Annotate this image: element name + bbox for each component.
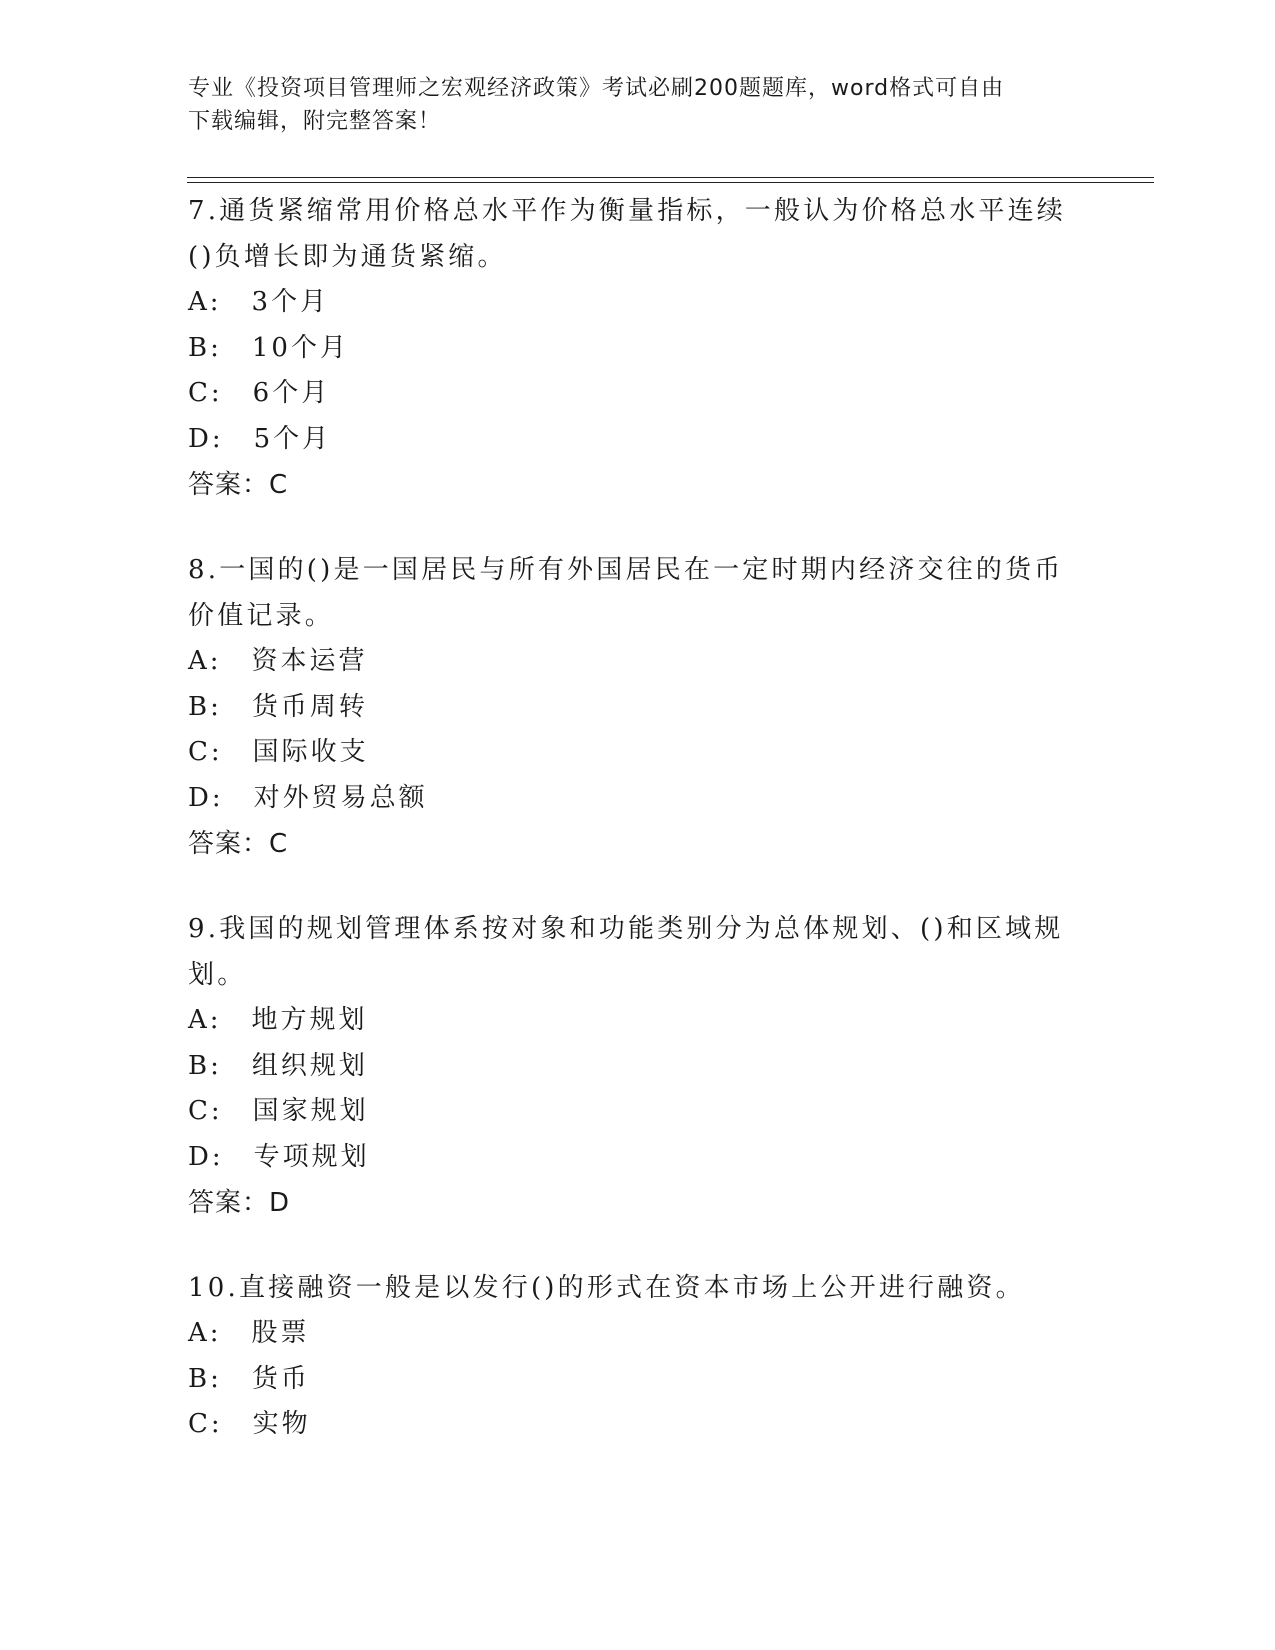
option-letter: A: [188, 1318, 222, 1348]
option-a [188, 280, 1068, 326]
question-list [188, 188, 1068, 1487]
option-text: 专项规划 [253, 1141, 370, 1172]
option-a [188, 998, 1068, 1044]
option-text: 货币 [251, 1363, 310, 1394]
option-text: 5个月 [253, 423, 332, 454]
option-letter: B: [188, 332, 222, 363]
header-divider-top [187, 177, 1154, 178]
option-c [188, 1402, 1068, 1448]
option-a [188, 639, 1068, 685]
question-stem [188, 906, 1068, 998]
question-item [188, 1265, 1068, 1448]
option-b [188, 1044, 1068, 1090]
option-c [188, 1089, 1068, 1135]
option-text: 10个月 [251, 332, 349, 363]
option-letter: C: [188, 1096, 223, 1126]
option-c [188, 371, 1068, 417]
question-stem-line: ()负增长即为通货紧缩。 [188, 242, 507, 272]
option-c [188, 730, 1068, 776]
header-divider-bottom [187, 182, 1154, 183]
answer-line: 答案：C [188, 829, 289, 859]
option-b [188, 685, 1068, 731]
option-letter: A: [188, 287, 222, 317]
question-stem [188, 188, 1068, 280]
option-text: 国家规划 [252, 1096, 369, 1126]
option-text: 国际收支 [252, 737, 369, 767]
question-stem-line: 划。 [188, 960, 247, 990]
option-text: 组织规划 [251, 1050, 368, 1081]
answer-line: 答案：D [188, 1188, 291, 1218]
document-header [188, 72, 1068, 138]
option-d [188, 1135, 1068, 1181]
option-letter: D: [188, 1141, 224, 1172]
question-stem [188, 547, 1068, 639]
option-letter: C: [188, 737, 223, 767]
option-letter: B: [188, 691, 222, 722]
option-text: 实物 [252, 1409, 311, 1439]
option-text: 股票 [251, 1318, 310, 1348]
option-text: 地方规划 [251, 1005, 368, 1035]
option-letter: D: [188, 423, 224, 454]
option-text: 3个月 [251, 287, 330, 317]
option-letter: B: [188, 1363, 222, 1394]
question-stem-line: 10.直接融资一般是以发行()的形式在资本市场上公开进行融资。 [188, 1273, 1025, 1303]
question-stem-line: 9.我国的规划管理体系按对象和功能类别分为总体规划、()和区域规 [188, 914, 1064, 944]
question-item [188, 906, 1068, 1226]
option-text: 货币周转 [251, 691, 368, 722]
question-stem-line: 8.一国的()是一国居民与所有外国居民在一定时期内经济交往的货币 [188, 555, 1064, 585]
question-item [188, 547, 1068, 867]
question-item [188, 188, 1068, 508]
option-letter: A: [188, 1005, 222, 1035]
question-stem [188, 1265, 1068, 1311]
option-letter: C: [188, 378, 223, 408]
option-letter: A: [188, 646, 222, 676]
option-letter: C: [188, 1409, 223, 1439]
option-d [188, 776, 1068, 822]
question-stem-line: 7.通货紧缩常用价格总水平作为衡量指标，一般认为价格总水平连续 [188, 196, 1067, 226]
question-stem-line: 价值记录。 [188, 601, 335, 631]
option-text: 资本运营 [251, 646, 368, 676]
option-b [188, 326, 1068, 372]
answer-line: 答案：C [188, 470, 289, 500]
option-text: 6个月 [252, 378, 331, 408]
option-text: 对外贸易总额 [253, 782, 428, 813]
header-line-1: 专业《投资项目管理师之宏观经济政策》考试必刷200题题库，word格式可自由 [188, 76, 1005, 101]
option-b [188, 1357, 1068, 1403]
header-line-2: 下载编辑，附完整答案！ [188, 109, 442, 134]
option-letter: D: [188, 782, 224, 813]
option-letter: B: [188, 1050, 222, 1081]
option-a [188, 1311, 1068, 1357]
option-d [188, 417, 1068, 463]
